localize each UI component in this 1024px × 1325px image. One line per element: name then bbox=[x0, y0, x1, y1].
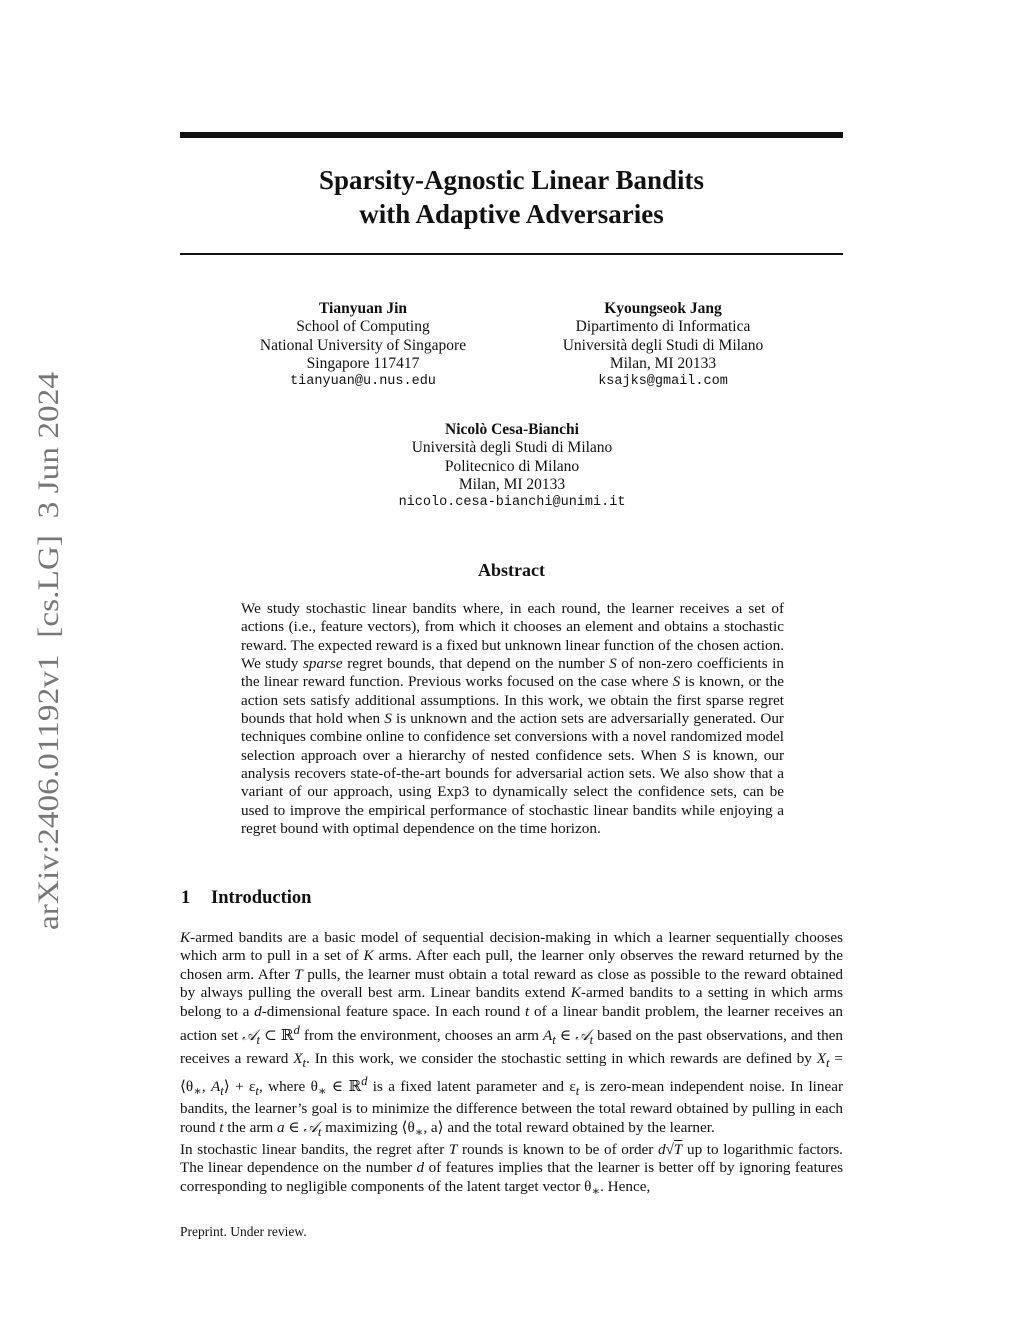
author-email: tianyuan@u.nus.edu bbox=[290, 374, 436, 390]
paper-title bbox=[180, 163, 843, 231]
intro-paragraph-1: K-armed bandits are a basic model of sequential decision-making in which a learner sequentially chooses which arm to pull in a set of K arms. After each pull, the learner only observes the reward returned by the chosen arm. After T pulls, the learner must obtain a total reward as close as possible to the reward obtained by always pulling the overall best arm. Linear bandits extend K-armed bandits to a setting in which arms belong to a d-dimensional feature space. In each round t of a linear bandit problem, the learner receives an action set 𝒜$_t$ ⊂ ℝ$^d$ from the environment, chooses an arm $A_t$ ∈ 𝒜$_t$ based on the past observations, and then receives a reward $X_t$. In this work, we consider the stochastic setting in which rewards are defined by $X_t$ = $⟨\theta_∗$, $A_t⟩ + \varepsilon_t$, where $\theta_∗$ ∈ ℝ$^d$ is a fixed latent parameter and $\varepsilon_t$ is zero-mean independent noise. In linear bandits, the learner’s goal is to minimize the difference between the total reward obtained by pulling in each round t the arm a ∈ 𝒜$_t$ maximizing $⟨\theta_∗$, a⟩ and the total reward obtained by the learner. bbox=[180, 929, 844, 1139]
section-heading-introduction bbox=[181, 888, 581, 909]
author-email: ksajks@gmail.com bbox=[598, 374, 728, 390]
author-affiliation-line: Università degli Studi di Milano bbox=[411, 439, 613, 457]
author-affiliation-line: Milan, MI 20133 bbox=[609, 354, 717, 372]
author-name: Tianyuan Jin bbox=[318, 300, 408, 317]
author-affiliation-line: National University of Singapore bbox=[259, 336, 467, 354]
author-affiliation-line: Dipartimento di Informatica bbox=[575, 318, 751, 336]
author-affiliation-line: School of Computing bbox=[296, 318, 430, 336]
author-name: Kyoungseok Jang bbox=[604, 300, 722, 317]
arxiv-identifier-text: arXiv:2406.01192v1 [cs.LG] 3 Jun 2024 bbox=[32, 427, 65, 930]
paper-title-line-1: Sparsity-Agnostic Linear Bandits bbox=[318, 165, 705, 195]
paper-title-line-2: with Adaptive Adversaries bbox=[359, 199, 664, 229]
author-block-2 bbox=[532, 300, 794, 391]
title-top-rule bbox=[180, 132, 843, 138]
abstract-body: We study stochastic linear bandits where, in each round, the learner receives a set of actions (i.e., feature vectors), from which it chooses an element and obtains a stochastic reward. The expected reward is a fixed but unknown linear function of the chosen action. We study sparse regret bounds, that depend on the number S of non-zero coefficients in the linear reward function. Previous works focused on the case where S is known, or the action sets satisfy additional assumptions. In this work, we obtain the first sparse regret bounds that hold when S is unknown and the action sets are adversarially generated. Our techniques combine online to confidence set conversions with a novel randomized model selection approach over a hierarchy of nested confidence sets. When S is known, our analysis recovers state-of-the-art bounds for adversarial action sets. We also show that a variant of our approach, using Exp3 to dynamically select the confidence sets, can be used to improve the empirical performance of stochastic linear bandits while enjoying a regret bound with optimal dependence on the time horizon. bbox=[241, 600, 785, 838]
author-name: Nicolò Cesa-Bianchi bbox=[445, 421, 579, 438]
author-block-1 bbox=[232, 300, 494, 391]
preprint-footer: Preprint. Under review. bbox=[180, 1224, 307, 1239]
author-affiliation-line: Università degli Studi di Milano bbox=[562, 336, 764, 354]
author-affiliation-line: Milan, MI 20133 bbox=[458, 475, 566, 493]
title-bottom-rule bbox=[180, 253, 843, 255]
section-title: Introduction bbox=[211, 888, 312, 908]
arxiv-identifier-stamp bbox=[14, 370, 70, 930]
intro-paragraph-2: In stochastic linear bandits, the regret after T rounds is known to be of order d√T up to logarithmic factors. The linear dependence on the number d of features implies that the learner is better off by ignoring features corresponding to negligible components of the latent target vector $\theta_∗$. Hence, bbox=[180, 1141, 843, 1198]
author-email: nicolo.cesa-bianchi@unimi.it bbox=[398, 495, 626, 511]
section-number: 1 bbox=[181, 888, 191, 908]
author-affiliation-line: Singapore 117417 bbox=[306, 354, 420, 372]
abstract-heading: Abstract bbox=[478, 560, 545, 580]
author-affiliation-line: Politecnico di Milano bbox=[444, 457, 580, 475]
author-block-3 bbox=[352, 421, 672, 512]
